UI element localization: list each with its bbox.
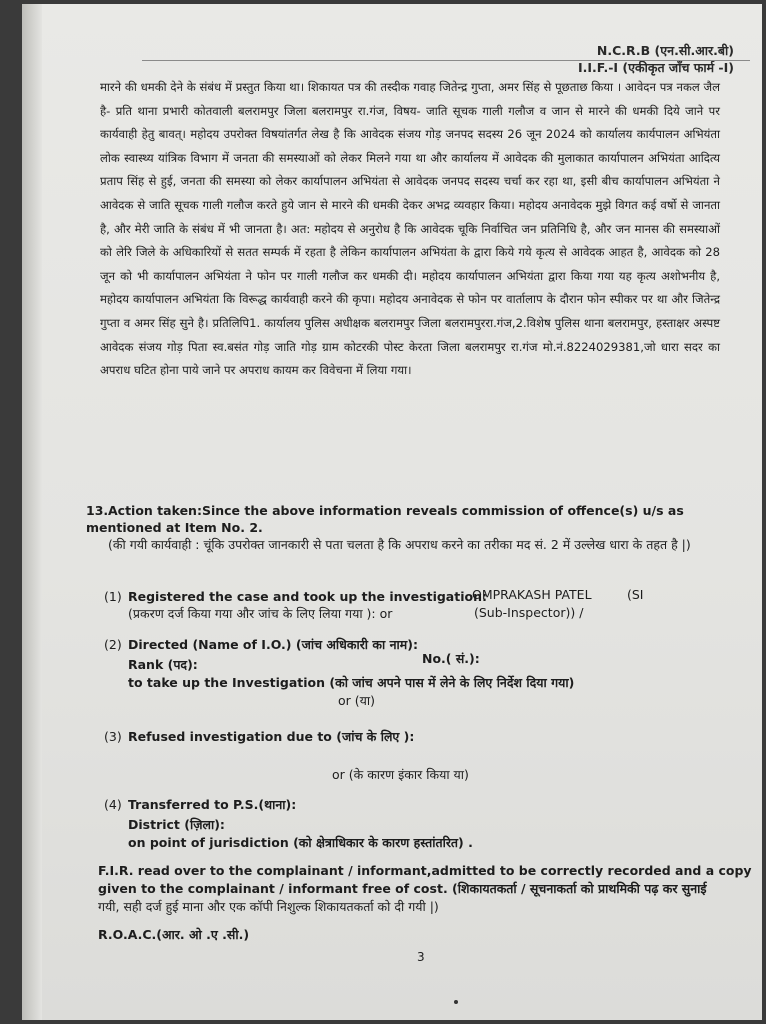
- sub2-or: or (या): [338, 693, 376, 708]
- item-13-title: Action taken:Since the above information reveals commission of offence(s) u/s as mentioned at Item No. 2.: [86, 503, 684, 535]
- form-label: I.I.F.-I (एकीकृत जाँच फार्म -I): [577, 60, 734, 75]
- sub4-jurisdiction: on point of jurisdiction (को क्षेत्राधिकार के कारण हस्तांतरित) .: [128, 835, 473, 850]
- sub2-label: Directed (Name of I.O.) (जांच अधिकारी का नाम):: [128, 637, 418, 652]
- item-13: [86, 502, 726, 553]
- sub4-num: (4): [104, 797, 122, 812]
- sub4-label: Transferred to P.S.(थाना):: [128, 797, 297, 812]
- complaint-text: मारने की धमकी देने के संबंध में प्रस्तुत किया था। शिकायत पत्र की तस्दीक गवाह जितेन्द्र गुप्ता, अमर सिंह से पूछताछ किया । आवेदन पत्र नकल जैल है- प्रति थाना प्रभारी कोतवाली बलरामपुर जिला बलरामपुर रा.गंज, विषय- जाति सूचक गाली गलौज व जान से मारने की धमकी दिये जाने पर कार्यवाही हेतु बावत्। महोदय उपरोक्त विषयांतर्गत लेख है कि आवेदक संजय गोड़ जनपद सदस्य 26 जून 2024 को कार्यालय कार्यपालन अभियंता लोक स्वास्थ्य यांत्रिक विभाग में जनता की समस्याओं को लेकर मिलने गया था और कार्यालय में आवेदक की मुलाकात कार्यापालन अभियंता आदित्य प्रताप सिंह से हुई, जनता की समस्या को लेकर कार्यापालन अभियंता से आवेदक जनपद सदस्य चर्चा कर रहा था, इसी बीच कार्यापालन अभियंता ने आवेदक से जाति सूचक गाली गलौज करते हुये जान से मारने की धमकी देकर अभद्र व्यवहार किया। महोदय अनावेदक मुझे विगत कई वर्षो से जानता है, और मेरी जाति के संबंध में भी जानता है। अत: महोदय से अनुरोध है कि आवेदक चूकि निर्वाचित जन प्रतिनिधि है, और जन मानस की समस्याओं को लेरि जिले के अधिकारियों से सतत सम्पर्क में रहता है लेकिन कार्यापालन अभियंता के द्वारा किये गये कृत्य से आवेदक आहत है, आवेदक को 28 जून को भी कार्यापालन अभियंता ने फोन पर गाली गलौज कर धमकी दी। महोदय कार्यापालन अभियंता द्वारा किया गया यह कृत्य अशोभनीय है, महोदय कार्यापालन अभियंता कि विरूद्ध कार्यवाही करने की कृपा। महोदय अनावेदक से फोन पर वार्तालाप के दौरान फोन स्पीकर पर था और जितेन्द्र गुप्ता व अमर सिंह सुने है। प्रतिलिपि1. कार्यालय पुलिस अधीक्षक बलरामपुर जिला बलरामपुररा.गंज,2.विशेष पुलिस थाना बलरामपुर, हस्ताक्षर अस्पष्ट आवेदक संजय गोड़ पिता स्व.बसंत गोड़ जाति गोड़ ग्राम कोटरकी पोस्ट केरता जिला बलरामपुर रा.गंज मो.नं.8224029381,जो धारा सदर का अपराध घटित होना पाये जाने पर अपराध कायम कर विवेचना में लिया गया।: [100, 80, 720, 378]
- sub1-rank-full: (Sub-Inspector)) /: [474, 605, 584, 620]
- page-binding-edge: [22, 4, 42, 1020]
- header-rule: [142, 60, 750, 61]
- ncrb-label: N.C.R.B (एन.सी.आर.बी): [596, 43, 734, 58]
- sub1-officer: OMPRAKASH PATEL: [472, 587, 592, 602]
- sub2-no: No.( सं.):: [422, 651, 480, 666]
- roac-label: R.O.A.C.(आर. ओ .ए .सी.): [98, 927, 250, 942]
- sub1-num: (1): [104, 589, 122, 604]
- ink-dot: [454, 1000, 458, 1004]
- sub4-district: District (ज़िला):: [128, 817, 225, 832]
- sub1-label: Registered the case and took up the investigation:: [128, 589, 487, 604]
- fir-line-3: गयी, सही दर्ज हुई माना और एक कॉपी निशुल्क शिकायतकर्ता को दी गयी |): [98, 899, 439, 914]
- sub2-num: (2): [104, 637, 122, 652]
- document-page: [22, 4, 762, 1020]
- item-13-number: 13.: [86, 503, 109, 518]
- form-header: [578, 42, 734, 76]
- sub3-reason: or (के कारण इंकार किया या): [332, 767, 469, 782]
- fir-line-2: given to the complainant / informant free of cost. (शिकायतकर्ता / सूचनाकर्ता को प्राथमिकी पढ़ कर सुनाई: [98, 881, 707, 896]
- sub2-rank: Rank (पद):: [128, 657, 198, 672]
- sub1-rank: (SI: [627, 587, 644, 602]
- sub3-num: (3): [104, 729, 122, 744]
- sub3-label: Refused investigation due to (जांच के लिए ):: [128, 729, 415, 744]
- item-13-hindi: (की गयी कार्यवाही : चूंकि उपरोक्त जानकारी से पता चलता है कि अपराध करने का तरीका मद सं. 2 में उल्लेख धारा के तहत है |): [108, 537, 691, 552]
- page-number: 3: [417, 950, 425, 964]
- sub2-take-up: to take up the Investigation (को जांच अपने पास में लेने के लिए निर्देश दिया गया): [128, 675, 575, 690]
- fir-line-1: F.I.R. read over to the complainant / informant,admitted to be correctly recorded and a copy: [98, 863, 752, 878]
- sub1-hindi: (प्रकरण दर्ज किया गया और जांच के लिए लिया गया ): or: [128, 606, 393, 621]
